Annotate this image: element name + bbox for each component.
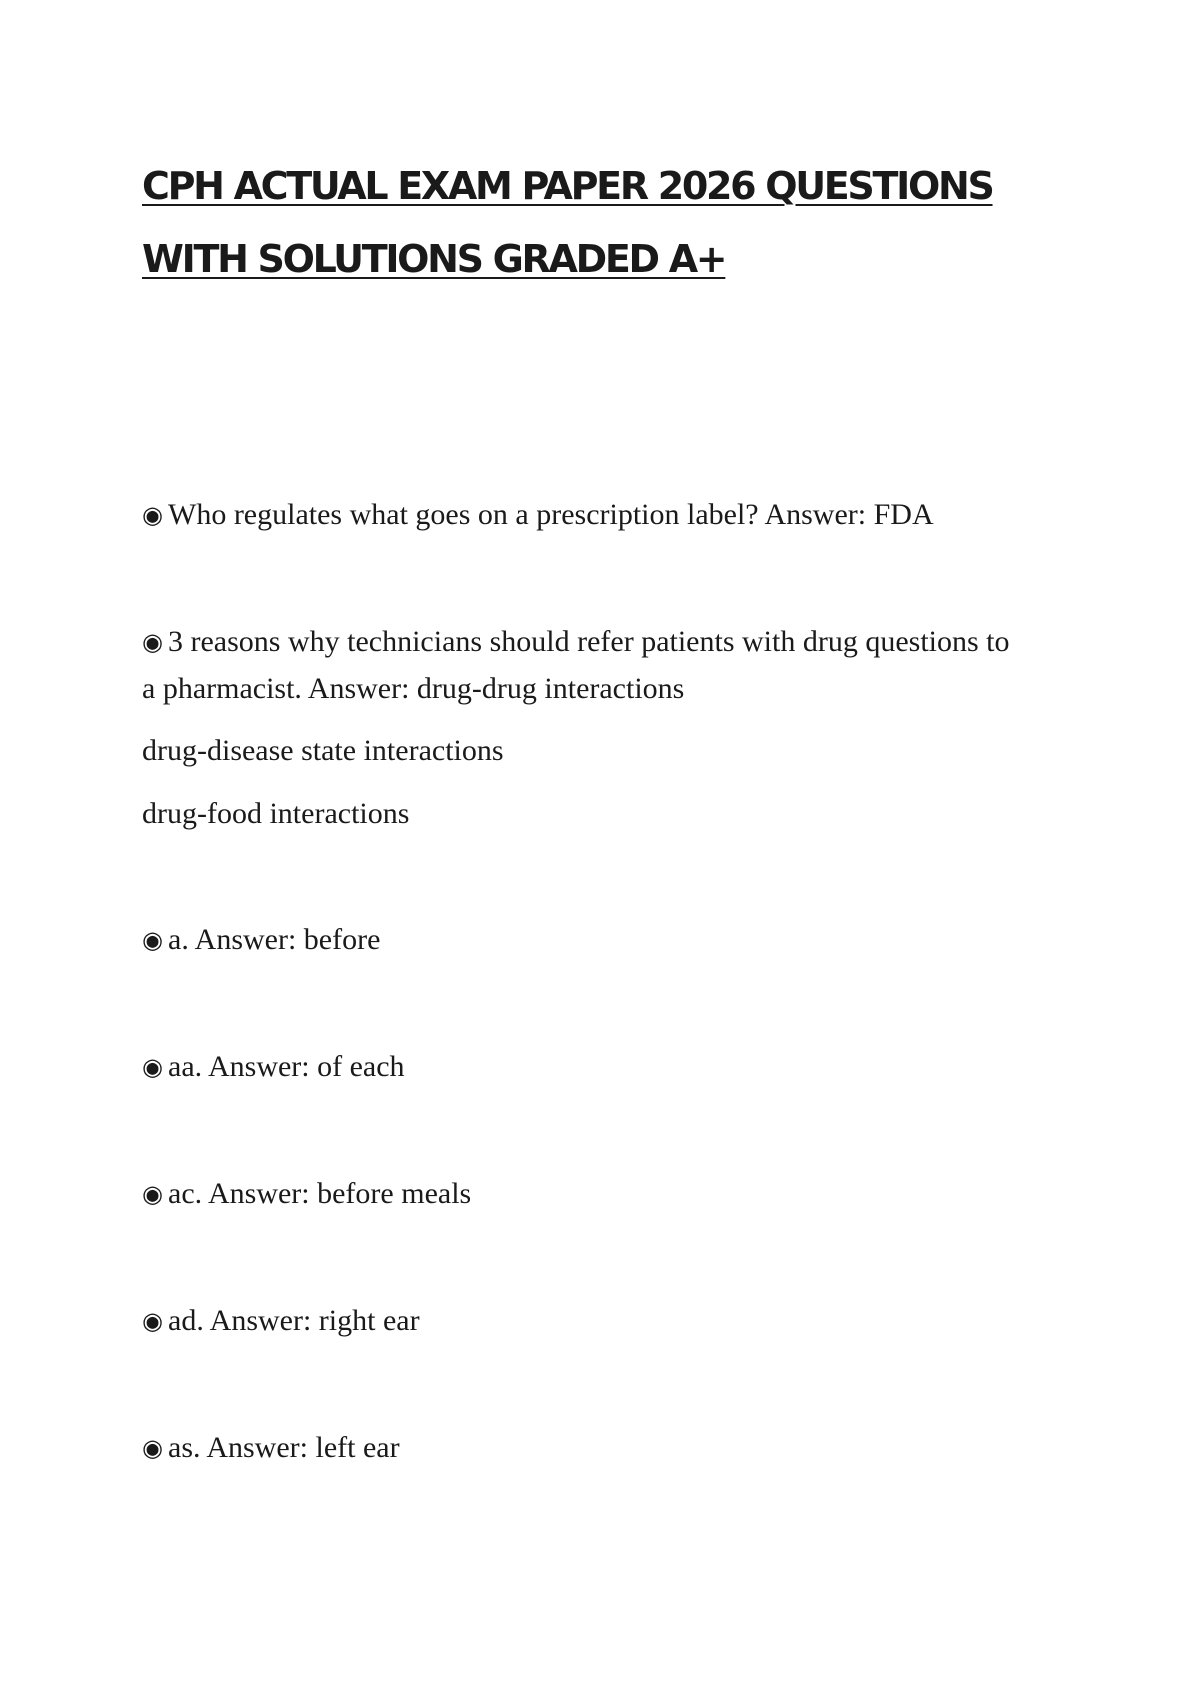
answer-continuation-line: drug-food interactions — [142, 797, 410, 830]
question-text-line-1: 3 reasons why technicians should refer patients with drug questions to — [168, 625, 1010, 658]
radio-bullet-icon: ◉ — [142, 1434, 163, 1462]
question-text: aa. Answer: of each — [168, 1050, 405, 1083]
title-line-2: WITH SOLUTIONS GRADED A+ — [142, 237, 726, 281]
answer-continuation-line: drug-disease state interactions — [142, 734, 504, 767]
radio-bullet-icon: ◉ — [142, 1307, 163, 1335]
question-text-line-2: a pharmacist. Answer: drug-drug interactions — [142, 672, 685, 705]
radio-bullet-icon: ◉ — [142, 1053, 163, 1081]
question-entry-1 — [142, 491, 1082, 539]
question-text: a. Answer: before — [168, 923, 381, 956]
question-text: as. Answer: left ear — [168, 1431, 400, 1464]
radio-bullet-icon: ◉ — [142, 628, 163, 656]
radio-bullet-icon: ◉ — [142, 501, 163, 529]
question-entry-5 — [142, 1170, 1082, 1218]
radio-bullet-icon: ◉ — [142, 1180, 163, 1208]
radio-bullet-icon: ◉ — [142, 926, 163, 954]
question-entry-6 — [142, 1297, 1082, 1345]
question-entry-4 — [142, 1043, 1082, 1091]
document-title — [142, 150, 1082, 296]
title-line-1: CPH ACTUAL EXAM PAPER 2026 QUESTIONS — [142, 164, 993, 208]
question-entry-2 — [142, 618, 1082, 666]
question-entry-3 — [142, 916, 1082, 964]
question-entry-7 — [142, 1424, 1082, 1472]
question-text: ac. Answer: before meals — [168, 1177, 472, 1210]
question-text: Who regulates what goes on a prescription label? Answer: FDA — [168, 498, 934, 531]
question-text: ad. Answer: right ear — [168, 1304, 420, 1337]
